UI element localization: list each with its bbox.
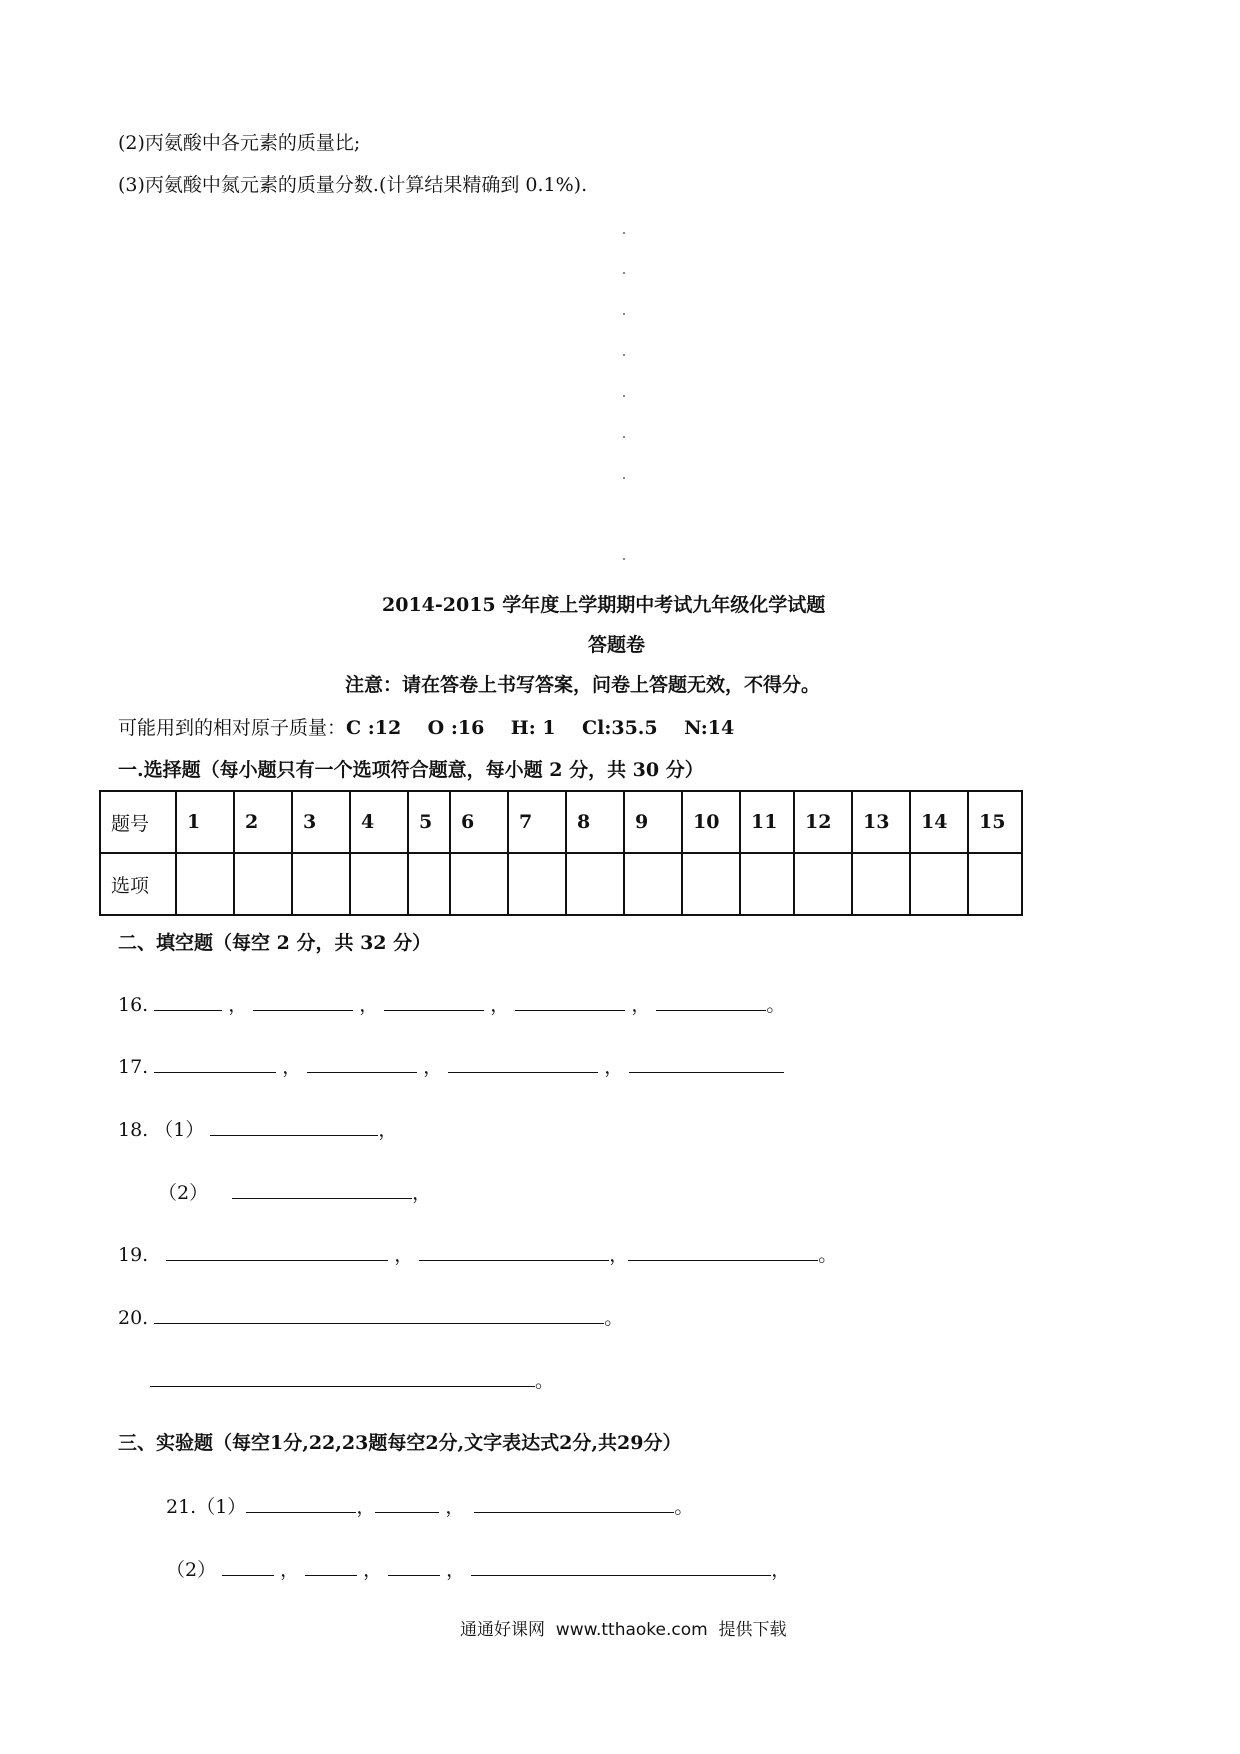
table-cell-number: 9 <box>624 791 682 853</box>
answer-blank[interactable] <box>515 990 625 1011</box>
table-cell-number: 10 <box>682 791 740 853</box>
answer-cell[interactable] <box>508 853 566 915</box>
answer-cell[interactable] <box>234 853 292 915</box>
comma: ， <box>378 1119 398 1141</box>
answer-blank[interactable] <box>246 1492 356 1513</box>
comma: ， <box>609 1244 629 1266</box>
answer-blank[interactable] <box>388 1555 440 1576</box>
comma: ， <box>445 1496 465 1518</box>
row-label-number: 题号 <box>100 791 176 853</box>
answer-cell[interactable] <box>176 853 234 915</box>
question-21-part1 <box>166 1492 693 1519</box>
answer-table <box>99 790 1023 916</box>
comma: ， <box>631 994 651 1016</box>
atomic-mass-label: 可能用到的相对原子质量： <box>118 717 347 739</box>
atomic-mass-line <box>118 713 734 740</box>
answer-cell[interactable] <box>450 853 508 915</box>
question-3-text: (3)丙氨酸中氮元素的质量分数.(计算结果精确到 0.1%). <box>118 174 588 196</box>
answer-cell[interactable] <box>292 853 350 915</box>
answer-blank[interactable] <box>629 1052 784 1073</box>
answer-cell[interactable] <box>566 853 624 915</box>
answer-cell[interactable] <box>682 853 740 915</box>
answer-cell[interactable] <box>968 853 1022 915</box>
table-cell-number: 8 <box>566 791 624 853</box>
answer-cell[interactable] <box>910 853 968 915</box>
question-16 <box>118 990 785 1017</box>
question-19 <box>118 1240 837 1267</box>
table-cell-number: 3 <box>292 791 350 853</box>
section1-heading: 一.选择题（每小题只有一个选项符合题意，每小题 2 分，共 30 分） <box>118 759 704 781</box>
table-row-choices <box>100 853 1022 915</box>
comma: ， <box>604 1056 624 1078</box>
part-label: （1） <box>154 1119 205 1141</box>
comma: ， <box>363 1559 383 1581</box>
table-cell-number: 4 <box>350 791 408 853</box>
comma: ， <box>282 1056 302 1078</box>
table-cell-number: 2 <box>234 791 292 853</box>
question-number: 18. <box>118 1119 149 1141</box>
exam-subtitle: 答题卷 <box>588 634 646 656</box>
period: 。 <box>818 1244 838 1266</box>
answer-blank[interactable] <box>471 1555 771 1576</box>
answer-blank[interactable] <box>150 1366 535 1387</box>
answer-blank[interactable] <box>375 1492 439 1513</box>
answer-blank[interactable] <box>154 990 222 1011</box>
answer-blank[interactable] <box>305 1555 357 1576</box>
table-row-numbers <box>100 791 1022 853</box>
answer-cell[interactable] <box>794 853 852 915</box>
question-17 <box>118 1052 784 1079</box>
question-number: 20. <box>118 1307 149 1329</box>
comma: ， <box>359 994 379 1016</box>
table-cell-number: 1 <box>176 791 234 853</box>
comma: ， <box>412 1182 432 1204</box>
comma: ， <box>280 1559 300 1581</box>
table-cell-number: 5 <box>408 791 450 853</box>
answer-blank[interactable] <box>628 1240 818 1261</box>
question-20-line1 <box>118 1303 623 1330</box>
part-label: （2） <box>166 1559 217 1581</box>
exam-notice: 注意：请在答卷上书写答案，问卷上答题无效，不得分。 <box>345 674 821 696</box>
question-20-line2 <box>150 1366 554 1393</box>
table-cell-number: 11 <box>740 791 794 853</box>
part-label: （2） <box>158 1182 209 1204</box>
question-number: 16. <box>118 994 149 1016</box>
answer-cell[interactable] <box>740 853 794 915</box>
answer-blank[interactable] <box>307 1052 417 1073</box>
question-number: 21.（1） <box>166 1496 247 1518</box>
table-cell-number: 15 <box>968 791 1022 853</box>
atomic-mass-values: C :12 O :16 H: 1 Cl:35.5 N:14 <box>346 717 735 739</box>
exam-title: 2014-2015 学年度上学期期中考试九年级化学试题 <box>382 594 826 616</box>
period: 。 <box>604 1307 624 1329</box>
period: 。 <box>674 1496 694 1518</box>
answer-blank[interactable] <box>154 1303 604 1324</box>
question-number: 17. <box>118 1056 149 1078</box>
table-cell-number: 14 <box>910 791 968 853</box>
comma: ， <box>394 1244 414 1266</box>
answer-blank[interactable] <box>253 990 353 1011</box>
table-cell-number: 7 <box>508 791 566 853</box>
period: 。 <box>535 1370 555 1392</box>
answer-cell[interactable] <box>408 853 450 915</box>
question-2-text: (2)丙氨酸中各元素的质量比; <box>118 132 361 154</box>
table-cell-number: 12 <box>794 791 852 853</box>
answer-blank[interactable] <box>419 1240 609 1261</box>
answer-blank[interactable] <box>210 1115 378 1136</box>
answer-cell[interactable] <box>852 853 910 915</box>
comma: ， <box>356 1496 376 1518</box>
answer-blank[interactable] <box>384 990 484 1011</box>
question-18-part2 <box>158 1178 431 1205</box>
table-cell-number: 6 <box>450 791 508 853</box>
answer-blank[interactable] <box>222 1555 274 1576</box>
comma: ， <box>423 1056 443 1078</box>
answer-blank[interactable] <box>232 1178 412 1199</box>
answer-blank[interactable] <box>656 990 766 1011</box>
comma: ， <box>490 994 510 1016</box>
answer-blank[interactable] <box>166 1240 388 1261</box>
section3-heading: 三、实验题（每空1分,22,23题每空2分,文字表达式2分,共29分） <box>118 1432 682 1454</box>
period: 。 <box>766 994 786 1016</box>
comma: ， <box>228 994 248 1016</box>
answer-blank[interactable] <box>474 1492 674 1513</box>
question-18-part1 <box>118 1115 397 1142</box>
row-label-choice: 选项 <box>100 853 176 915</box>
comma: ， <box>446 1559 466 1581</box>
answer-blank[interactable] <box>448 1052 598 1073</box>
page-footer: 通通好课网 www.tthaoke.com 提供下载 <box>460 1620 787 1640</box>
question-number: 19. <box>118 1244 149 1266</box>
comma: ， <box>771 1559 791 1581</box>
question-21-part2 <box>166 1555 790 1582</box>
table-cell-number: 13 <box>852 791 910 853</box>
answer-cell[interactable] <box>350 853 408 915</box>
answer-blank[interactable] <box>154 1052 276 1073</box>
answer-cell[interactable] <box>624 853 682 915</box>
section2-heading: 二、填空题（每空 2 分，共 32 分） <box>118 932 432 954</box>
